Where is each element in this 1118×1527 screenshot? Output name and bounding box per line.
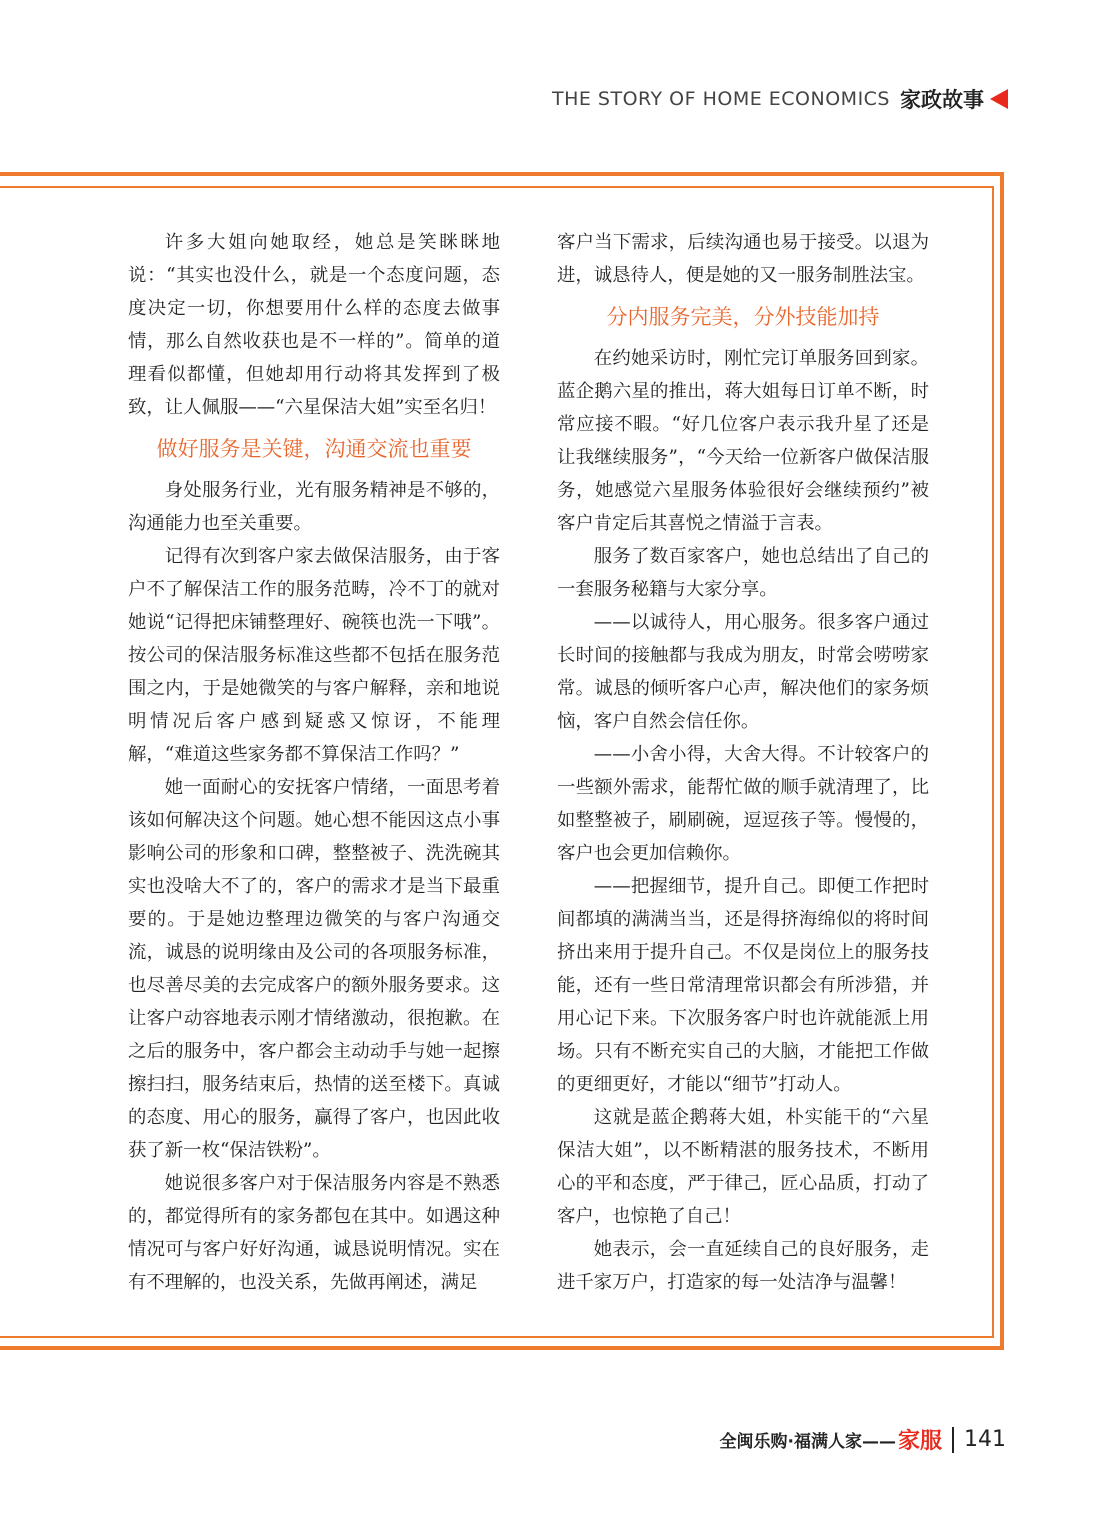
paragraph: ——小舍小得，大舍大得。不计较客户的一些额外需求，能帮忙做的顺手就清理了，比如整整被子，刷刷碗，逗逗孩子等。慢慢的，客户也会更加信赖你。 bbox=[557, 744, 929, 864]
paragraph: 她一面耐心的安抚客户情绪，一面思考着该如何解决这个问题。她心想不能因这点小事影响公司的形象和口碑，整整被子、洗洗碗其实也没啥大不了的，客户的需求才是当下最重要的。于是她边整理边微笑的与客户沟通交流，诚恳的说明缘由及公司的各项服务标准，也尽善尽美的去完成客户的额外服务要求。这让客户动容地表示刚才情绪激动，很抱歉。在之后的服务中，客户都会主动动手与她一起擦擦扫扫，服务结束后，热情的送至楼下。真诚的态度、用心的服务，赢得了客户，也因此收获了新一枚“保洁铁粉”。 bbox=[128, 777, 500, 1161]
footer-magazine-name: 家服 bbox=[897, 1429, 942, 1454]
page-header bbox=[552, 84, 1008, 114]
paragraph: 这就是蓝企鹅蒋大姐，朴实能干的“六星保洁大姐”，以不断精湛的服务技术，不断用心的平和态度，严于律己，匠心品质，打动了客户，也惊艳了自己！ bbox=[557, 1107, 929, 1227]
page-number: 141 bbox=[964, 1427, 1006, 1452]
header-title-en: THE STORY OF HOME ECONOMICS bbox=[551, 88, 890, 110]
article-column-left bbox=[128, 226, 500, 1299]
section-heading: 做好服务是关键，沟通交流也重要 bbox=[156, 437, 472, 461]
paragraph: 身处服务行业，光有服务精神是不够的，沟通能力也至关重要。 bbox=[128, 480, 500, 534]
article-column-right bbox=[557, 226, 929, 1299]
paragraph: 在约她采访时，刚忙完订单服务回到家。蓝企鹅六星的推出，蒋大姐每日订单不断，时常应接不暇。“好几位客户表示我升星了还是让我继续服务”，“今天给一位新客户做保洁服务，她感觉六星服务体验很好会继续预约”被客户肯定后其喜悦之情溢于言表。 bbox=[557, 348, 929, 534]
paragraph: ——以诚待人，用心服务。很多客户通过长时间的接触都与我成为朋友，时常会唠唠家常。诚恳的倾听客户心声，解决他们的家务烦恼，客户自然会信任你。 bbox=[557, 612, 929, 732]
footer-divider bbox=[952, 1427, 954, 1453]
paragraph: 记得有次到客户家去做保洁服务，由于客户不了解保洁工作的服务范畴，冷不丁的就对她说“记得把床铺整理好、碗筷也洗一下哦”。按公司的保洁服务标准这些都不包括在服务范围之内，于是她微笑的与客户解释，亲和地说明情况后客户感到疑惑又惊讶，不能理解，“难道这些家务都不算保洁工作吗？” bbox=[128, 546, 500, 765]
paragraph: 客户当下需求，后续沟通也易于接受。以退为进，诚恳待人，便是她的又一服务制胜法宝。 bbox=[557, 232, 929, 286]
paragraph: 许多大姐向她取经，她总是笑眯眯地说：“其实也没什么，就是一个态度问题，态度决定一切，你想要用什么样的态度去做事情，那么自然收获也是不一样的”。简单的道理看似都懂，但她却用行动将其发挥到了极致，让人佩服——“六星保洁大姐”实至名归！ bbox=[128, 232, 500, 418]
header-title-cn: 家政故事 bbox=[900, 88, 984, 112]
page-footer bbox=[720, 1424, 1006, 1455]
paragraph: 服务了数百家客户，她也总结出了自己的一套服务秘籍与大家分享。 bbox=[557, 546, 929, 600]
paragraph: 她表示，会一直延续自己的良好服务，走进千家万户，打造家的每一处洁净与温馨！ bbox=[557, 1239, 929, 1293]
paragraph: ——把握细节，提升自己。即便工作把时间都填的满满当当，还是得挤海绵似的将时间挤出来用于提升自己。不仅是岗位上的服务技能，还有一些日常清理常识都会有所涉猎，并用心记下来。下次服务客户时也许就能派上用场。只有不断充实自己的大脑，才能把工作做的更细更好，才能以“细节”打动人。 bbox=[557, 876, 929, 1095]
section-heading: 分内服务完美，分外技能加持 bbox=[606, 305, 880, 329]
left-triangle-arrow-icon bbox=[990, 89, 1008, 109]
footer-slogan: 全闽乐购·福满人家—— bbox=[719, 1432, 896, 1452]
paragraph: 她说很多客户对于保洁服务内容是不熟悉的，都觉得所有的家务都包在其中。如遇这种情况可与客户好好沟通，诚恳说明情况。实在有不理解的，也没关系，先做再阐述，满足 bbox=[128, 1173, 500, 1293]
